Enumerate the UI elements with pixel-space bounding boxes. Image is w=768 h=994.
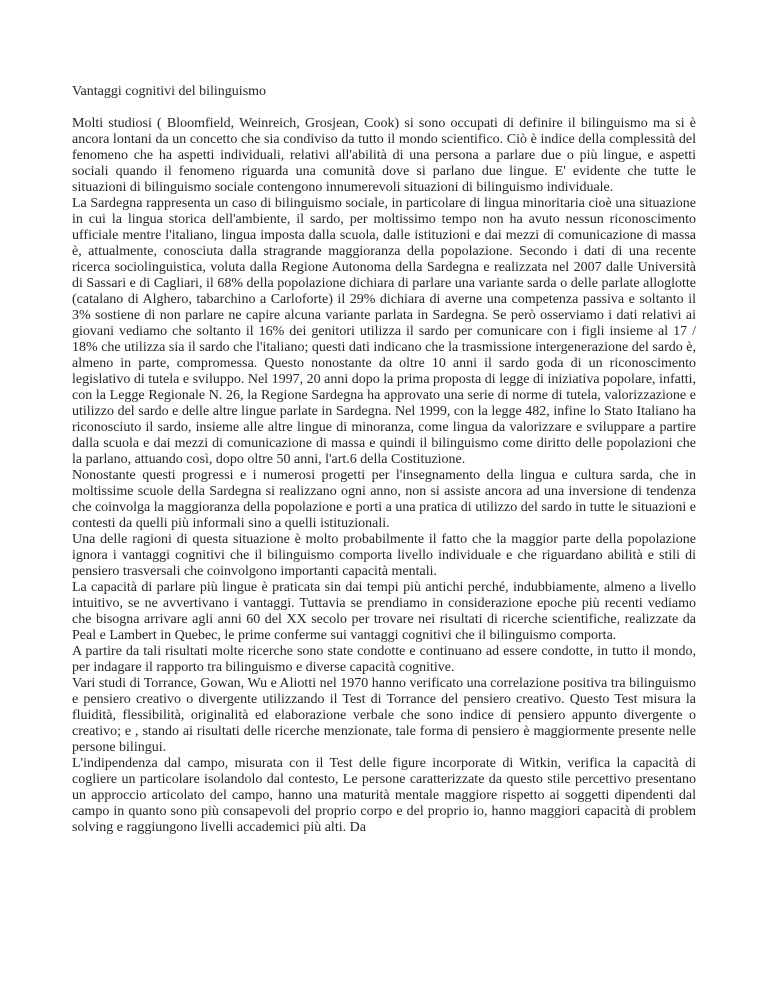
paragraph: L'indipendenza dal campo, misurata con il Test delle figure incorporate di Witkin, verifica la capacità di cogliere un particolare isolandolo dal contesto, Le persone caratterizzate da questo stile percettivo presentano un approccio articolato del campo, hanno una maturità mentale maggiore rispetto ai soggetti dipendenti dal campo in quanto sono più consapevoli del proprio corpo e del proprio io, hanno maggiori capacità di problem solving e raggiungono livelli accademici più alti. Da <box>72 756 696 835</box>
document-body <box>72 116 696 836</box>
document-content <box>72 84 696 836</box>
paragraph: Nonostante questi progressi e i numerosi progetti per l'insegnamento della lingua e cultura sarda, che in moltissime scuole della Sardegna si realizzano ogni anno, non si assiste ancora ad una inversione di tendenza che coinvolga la maggioranza della popolazione e porti a una pratica di utilizzo del sardo in tutte le situazioni e contesti da quelli più informali sino a quelli istituzionali. <box>72 468 696 531</box>
paragraph: La capacità di parlare più lingue è praticata sin dai tempi più antichi perché, indubbiamente, almeno a livello intuitivo, se ne avvertivano i vantaggi. Tuttavia se prendiamo in considerazione epoche più recenti vediamo che bisogna arrivare agli anni 60 del XX secolo per trovare nei risultati di ricerche scientifiche, realizzate da Peal e Lambert in Quebec, le prime conferme sui vantaggi cognitivi che il bilinguismo comporta. <box>72 580 696 643</box>
paragraph: Molti studiosi ( Bloomfield, Weinreich, Grosjean, Cook) si sono occupati di definire il bilinguismo ma si è ancora lontani da un concetto che sia condiviso da tutto il mondo scientifico. Ciò è indice della complessità del fenomeno che ha aspetti individuali, relativi all'abilità di una persona a parlare due o più lingue, e aspetti sociali quando il fenomeno riguarda una comunità dove si parlano due lingue. E' evidente che tutte le situazioni di bilinguismo sociale contengono innumerevoli situazioni di bilinguismo individuale. <box>72 116 696 195</box>
paragraph: Una delle ragioni di questa situazione è molto probabilmente il fatto che la maggior parte della popolazione ignora i vantaggi cognitivi che il bilinguismo comporta livello individuale e che riguardano abilità e stili di pensiero trasversali che coinvolgono importanti capacità mentali. <box>72 532 696 579</box>
paragraph: La Sardegna rappresenta un caso di bilinguismo sociale, in particolare di lingua minoritaria cioè una situazione in cui la lingua storica dell'ambiente, il sardo, per moltissimo tempo non ha avuto nessun riconoscimento ufficiale mentre l'italiano, lingua imposta dalla scuola, dalle istituzioni e dai mezzi di comunicazione di massa è, attualmente, conosciuta dalla stragrande maggioranza della popolazione. Secondo i dati di una recente ricerca sociolinguistica, voluta dalla Regione Autonoma della Sardegna e realizzata nel 2007 dalle Università di Sassari e di Cagliari, il 68% della popolazione dichiara di parlare una variante sarda o delle parlate alloglotte (catalano di Alghero, tabarchino a Carloforte) il 29% dichiara di averne una competenza passiva e soltanto il 3% sostiene di non parlare ne capire alcuna variante parlata in Sardegna. Se però osserviamo i dati relativi ai giovani vediamo che soltanto il 16% dei genitori utilizza il sardo per comunicare con i figli insieme al 17 / 18% che utilizza sia il sardo che l'italiano; questi dati indicano che la trasmissione intergenerazione del sardo è, almeno in parte, compromessa. Questo nonostante da oltre 10 anni il sardo goda di un riconoscimento legislativo di tutela e sviluppo. Nel 1997, 20 anni dopo la prima proposta di legge di iniziativa popolare, infatti, con la Legge Regionale N. 26, la Regione Sardegna ha approvato una serie di norme di tutela, valorizzazione e utilizzo del sardo e delle altre lingue parlate in Sardegna. Nel 1999, con la legge 482, infine lo Stato Italiano ha riconosciuto il sardo, insieme alle altre lingue di minoranza, come lingua da valorizzare e sviluppare a partire dalla scuola e dai mezzi di comunicazione di massa e quindi il bilinguismo come diritto delle popolazioni che la parlano, attuando così, dopo oltre 50 anni, l'art.6 della Costituzione. <box>72 196 696 467</box>
paragraph: A partire da tali risultati molte ricerche sono state condotte e continuano ad essere condotte, in tutto il mondo, per indagare il rapporto tra bilinguismo e diverse capacità cognitive. <box>72 644 696 675</box>
document-title: Vantaggi cognitivi del bilinguismo <box>72 84 267 99</box>
paragraph: Vari studi di Torrance, Gowan, Wu e Aliotti nel 1970 hanno verificato una correlazione positiva tra bilinguismo e pensiero creativo o divergente utilizzando il Test di Torrance del pensiero creativo. Questo Test misura la fluidità, flessibilità, originalità ed elaborazione verbale che sono indice di pensiero appunto divergente o creativo; e , stando ai risultati delle ricerche menzionate, tale forma di pensiero è maggiormente presente nelle persone bilingui. <box>72 676 696 755</box>
